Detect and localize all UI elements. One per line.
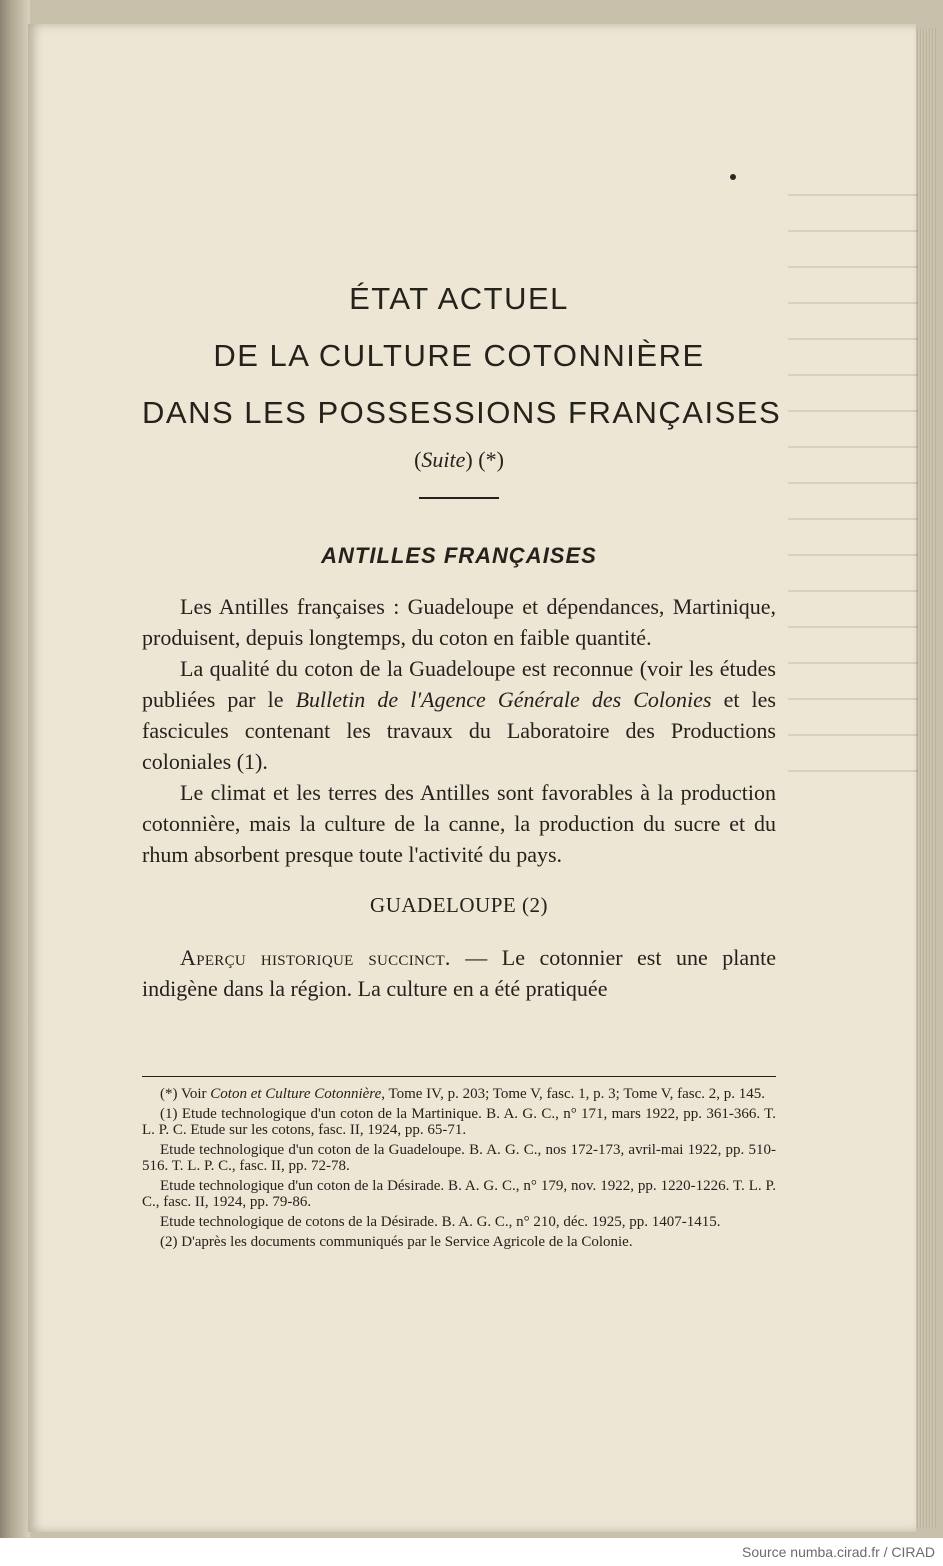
footnote-star-start: (*) Voir [160,1086,211,1102]
footnote-divider [142,1076,776,1077]
footnote-1c: Etude technologique d'un coton de la Désirade. B. A. G. C., n° 179, nov. 1922, pp. 1220-1226. T. L. P. C., fasc. II, 1924, pp. 79-86. [142,1178,776,1210]
footnote-star-italic: Coton et Culture Cotonnière [210,1086,382,1102]
title-line-2: DE LA CULTURE COTONNIÈRE [213,338,705,373]
apercu-heading: Aperçu historique succinct. [180,945,451,970]
ink-dot [730,174,736,180]
footnotes [142,1086,776,1254]
paragraph-2-end: et les fascicules contenant les travaux du Laboratoire des Productions coloniales (1). [142,687,776,774]
title-divider [419,497,499,499]
paragraph-3: Le climat et les terres des Antilles sont favorables à la production cotonnière, mais la culture de la canne, la production du sucre et du rhum absorbent presque toute l'activité du pays. [142,780,776,867]
section-title: ANTILLES FRANÇAISES [321,543,597,568]
apercu-text: — Le cotonnier est une plante indigène dans la région. La culture en a été pratiquée [142,945,776,1001]
paragraph-2-start: La qualité du coton de la Guadeloupe est reconnue (voir les études publiées par le [142,656,776,712]
page-content [142,270,782,1250]
footnote-star-end: , Tome IV, p. 203; Tome V, fasc. 1, p. 3; Tome V, fasc. 2, p. 145. [381,1086,766,1102]
footnote-1: (1) Etude technologique d'un coton de la Martinique. B. A. G. C., n° 171, mars 1922, pp. 361-366. T. L. P. C. Etude sur les cotons, fasc. II, 1924, pp. 65-71. [142,1106,776,1138]
title-line-1: ÉTAT ACTUEL [349,281,569,316]
paragraph-apercu [142,942,776,1004]
suite-mark: (*) [478,447,504,472]
source-credit: Source numba.cirad.fr / CIRAD [742,1544,935,1560]
footnote-1b: Etude technologique d'un coton de la Guadeloupe. B. A. G. C., nos 172-173, avril-mai 1922, pp. 510-516. T. L. P. C., fasc. II, pp. 72-78. [142,1142,776,1174]
book-spine [0,0,30,1538]
footnote-star [142,1086,776,1102]
suite-line: (Suite) (*) [414,447,504,472]
show-through-text [788,194,918,794]
title-line-3: DANS LES POSSESSIONS FRANÇAISES [142,395,782,430]
footnote-1d: Etude technologique de cotons de la Désirade. B. A. G. C., n° 210, déc. 1925, pp. 1407-1415. [160,1214,721,1230]
paragraph-1: Les Antilles françaises : Guadeloupe et dépendances, Martinique, produisent, depuis longtemps, du coton en faible quantité. [142,594,776,650]
paragraph-2-italic: Bulletin de l'Agence Générale des Colonies [295,687,712,712]
subsection-title: GUADELOUPE (2) [370,893,548,917]
paragraph-2 [142,653,776,777]
footnote-2: (2) D'après les documents communiqués par le Service Agricole de la Colonie. [160,1234,633,1250]
suite-word: Suite [421,447,466,472]
